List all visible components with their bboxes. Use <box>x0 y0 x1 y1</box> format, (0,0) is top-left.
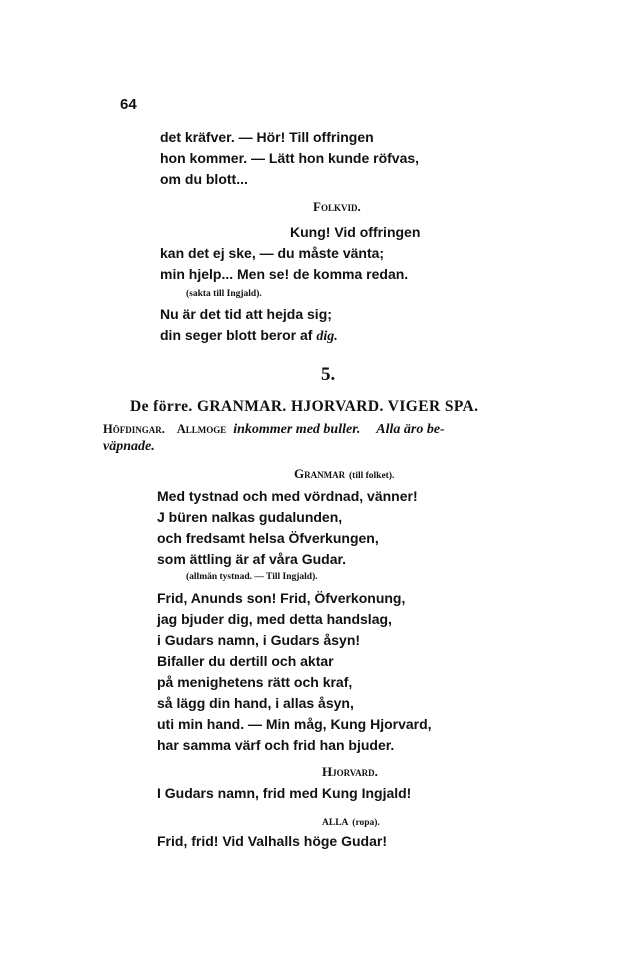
stage-direction: inkommer med buller. <box>233 422 361 437</box>
verse-line: Nu är det tid att hejda sig; <box>160 306 332 322</box>
stage-direction: Alla äro be- <box>376 422 445 437</box>
section-number: 5. <box>321 364 336 385</box>
verse-line: min hjelp... Men se! de komma redan. <box>160 266 409 282</box>
cast-line: De förre. GRANMAR. HJORVARD. VIGER SPA. <box>130 398 479 415</box>
speaker-folkvid: Folkvid. <box>313 199 361 214</box>
stage-direction: (till folket). <box>349 471 395 481</box>
verse-line: som ättling är af våra Gudar. <box>157 551 347 567</box>
verse-line: jag bjuder dig, med detta handslag, <box>157 611 392 627</box>
verse-line: Frid, Anunds son! Frid, Öfverkonung, <box>157 590 406 606</box>
cast-line <box>103 419 445 439</box>
verse-line: Kung! Vid offringen <box>290 224 421 240</box>
verse-line: i Gudars namn, i Gudars åsyn! <box>157 632 361 648</box>
verse-line: kan det ej ske, — du måste vänta; <box>160 245 385 261</box>
verse-line: I Gudars namn, frid med Kung Ingjald! <box>157 785 412 801</box>
stage-direction: (sakta till Ingjald). <box>186 289 262 299</box>
verse-line: uti min hand. — Min måg, Kung Hjorvard, <box>157 716 432 732</box>
verse-text: din seger blott beror af <box>160 327 317 343</box>
stage-direction: (allmän tystnad. — Till Ingjald). <box>186 572 318 582</box>
emphasis-text: dig. <box>316 329 338 344</box>
speaker-hjorvard: Hjorvard. <box>322 764 378 779</box>
verse-line: Bifaller du dertill och aktar <box>157 653 334 669</box>
verse-line: på menighetens rätt och kraf, <box>157 674 353 690</box>
stage-direction: (ropa). <box>352 818 380 828</box>
verse-line: har samma värf och frid han bjuder. <box>157 737 395 753</box>
verse-line: det kräfver. — Hör! Till offringen <box>160 129 374 145</box>
cast-allmoge: Allmoge <box>176 422 227 436</box>
stage-direction: väpnade. <box>103 439 155 454</box>
verse-line: J büren nalkas gudalunden, <box>157 509 343 525</box>
verse-line: så lägg din hand, i allas åsyn, <box>157 695 354 711</box>
speaker-granmar: Granmar <box>294 466 346 481</box>
verse-line: Frid, frid! Vid Valhalls höge Gudar! <box>157 833 387 849</box>
verse-line: och fredsamt helsa Öfverkungen, <box>157 530 379 546</box>
speaker-alla: ALLA <box>322 818 349 828</box>
speaker-line <box>294 464 394 483</box>
verse-line: hon kommer. — Lätt hon kunde röfvas, <box>160 150 420 166</box>
verse-line: Med tystnad och med vördnad, vänner! <box>157 488 418 504</box>
verse-line <box>160 326 338 346</box>
cast-hofdingar: Höfdingar. <box>103 422 165 436</box>
verse-line: om du blott... <box>160 171 248 187</box>
page-number: 64 <box>120 96 137 113</box>
speaker-line <box>322 811 380 829</box>
